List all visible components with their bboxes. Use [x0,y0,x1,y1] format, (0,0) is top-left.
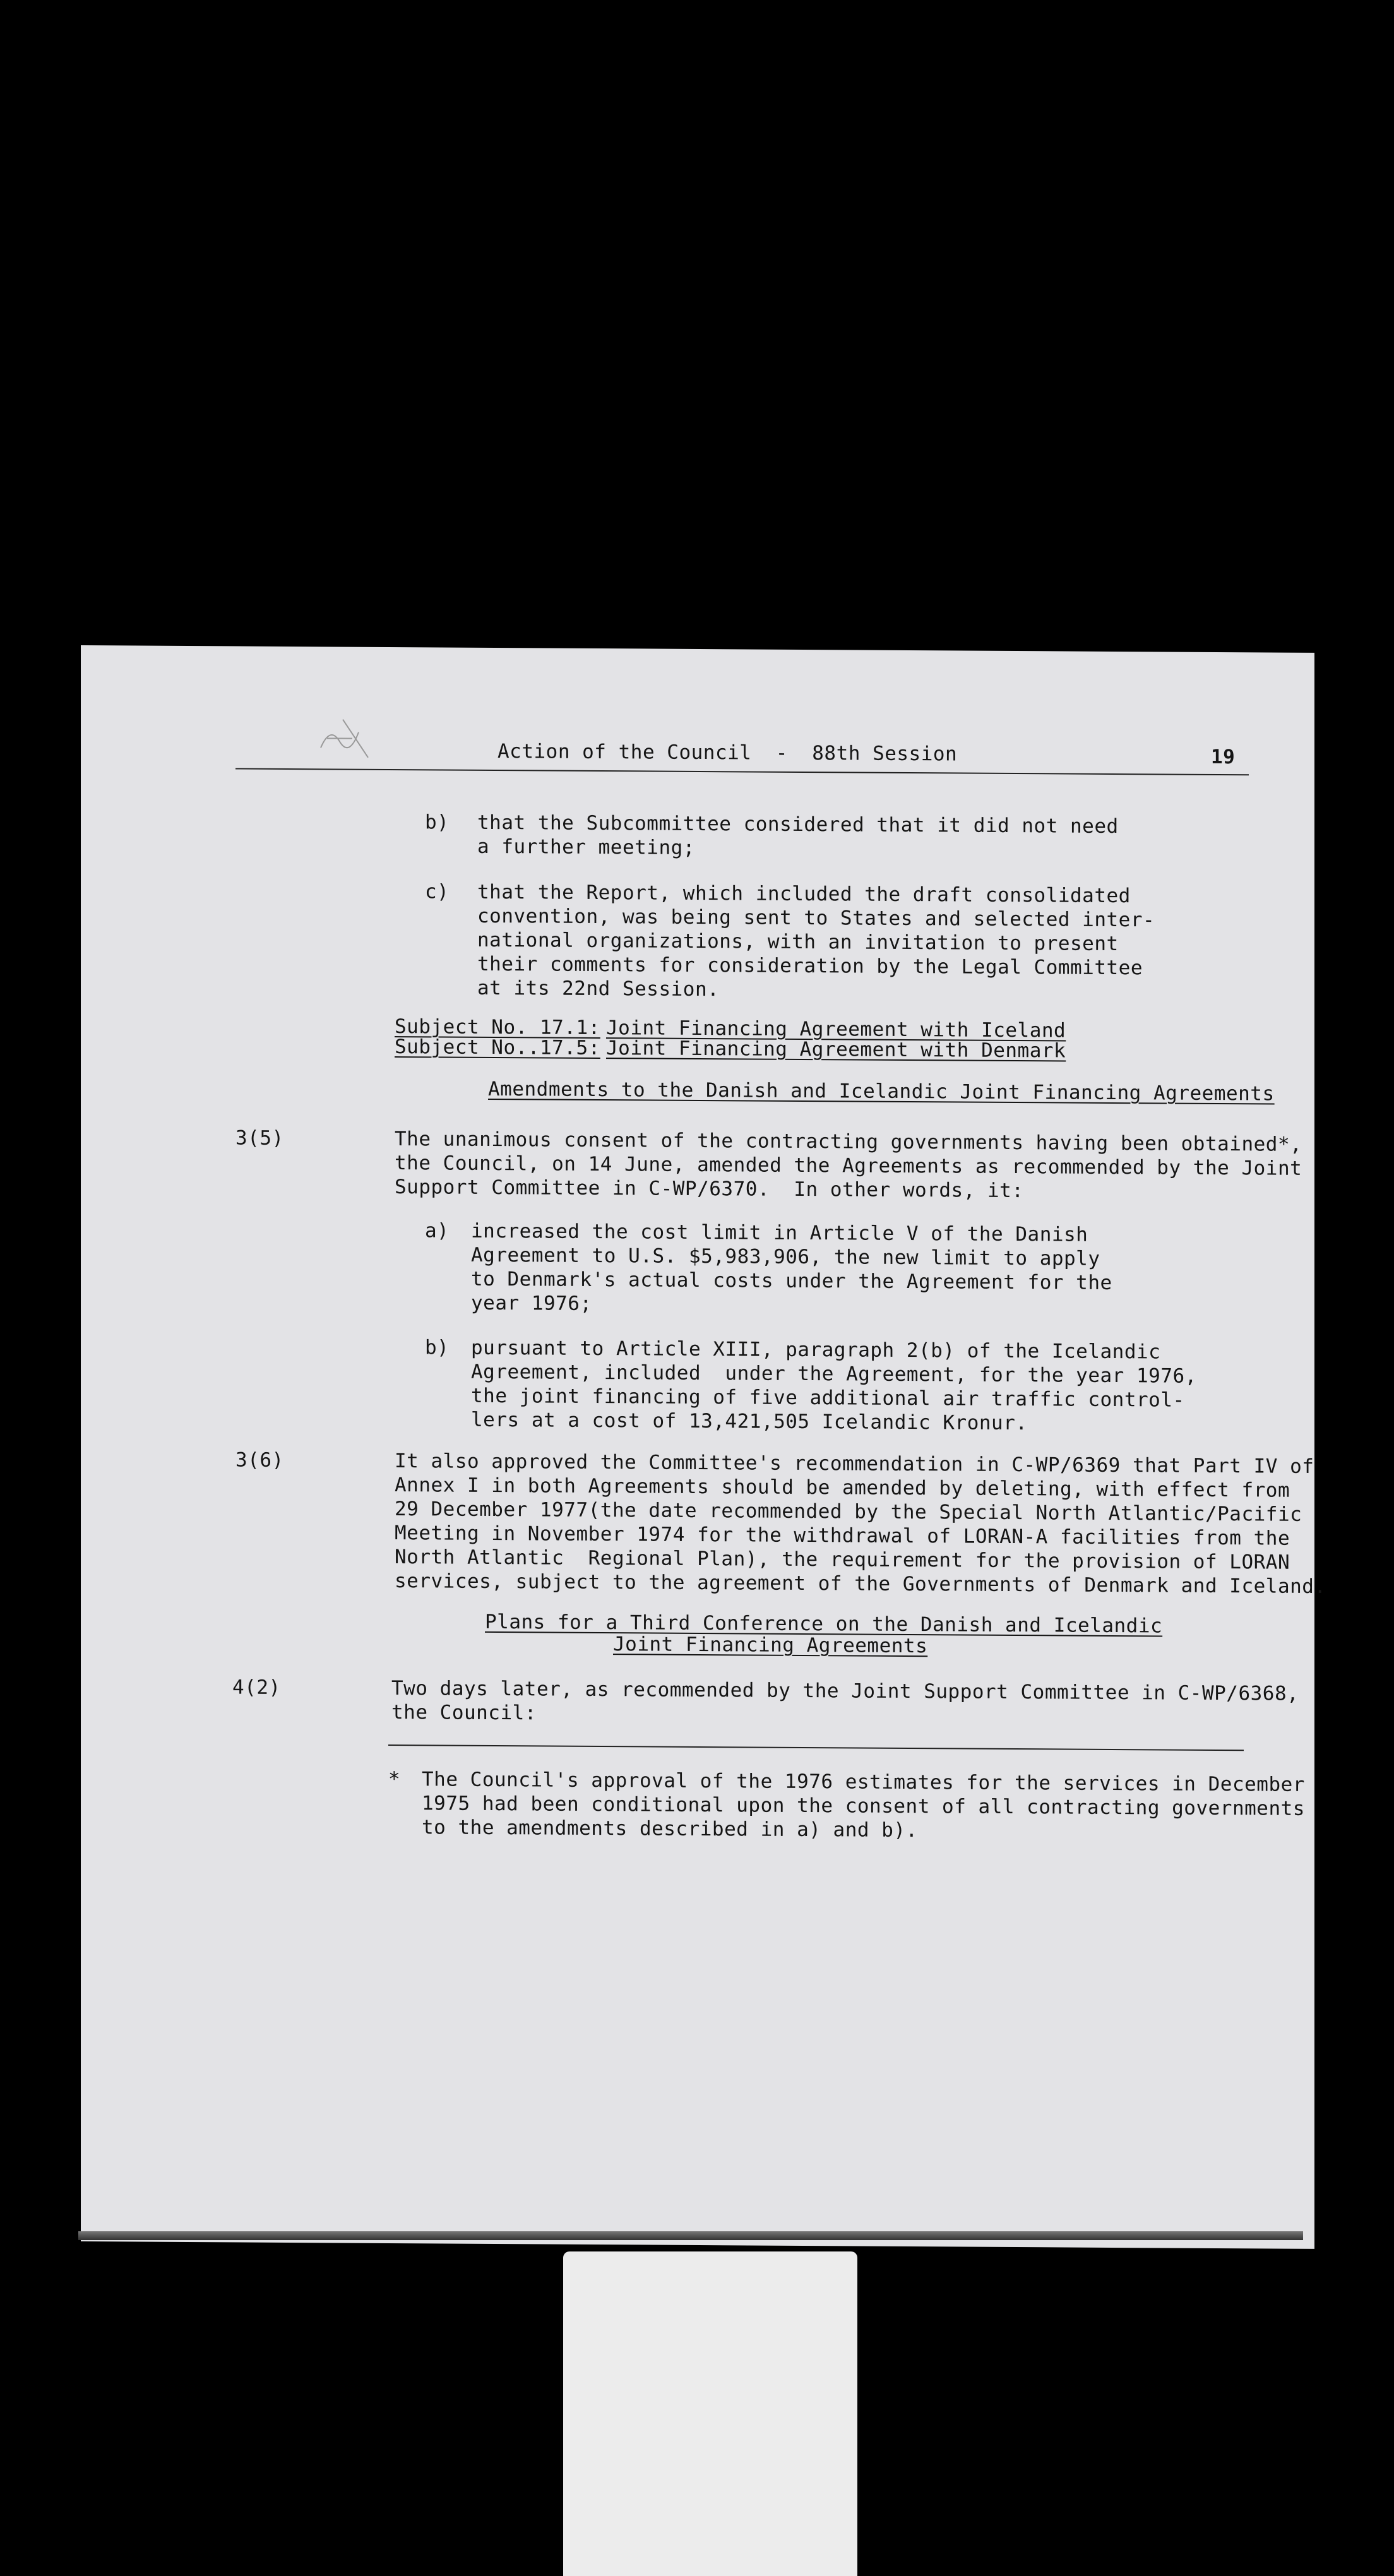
item-label: b) [425,1336,450,1359]
page-edge [78,2231,1303,2240]
item-line: national organizations, with an invitation to present [477,928,1119,956]
running-header: Action of the Council - 88th Session [497,740,958,766]
paragraph-line: Annex I in both Agreements should be amended by deleting, with effect from [395,1474,1290,1502]
paragraph-line: services, subject to the agreement of the Governments of Denmark and Iceland. [395,1570,1326,1599]
item-label: a) [425,1219,450,1243]
paragraph-line: North Atlantic Regional Plan), the requirement for the provision of LORAN [395,1546,1290,1574]
handwritten-mark-icon [308,713,384,764]
section-heading: Plans for a Third Conference on the Danish and Icelandic [485,1610,1163,1638]
paper-slip [563,2251,857,2576]
item-label: c) [425,880,450,903]
paragraph-line: the Council, on 14 June, amended the Agreements as recommended by the Joint [395,1152,1302,1180]
footnote-marker: * [388,1767,401,1791]
page-number: 19 [1211,745,1236,769]
paragraph-line: Two days later, as recommended by the Joint Support Committee in C-WP/6368, [391,1677,1299,1705]
paragraph-ref: 3(5) [235,1126,284,1150]
document-page [81,645,1326,2249]
item-line: that the Report, which included the draft consolidated [477,880,1131,908]
item-line: pursuant to Article XIII, paragraph 2(b) of the Icelandic [471,1336,1161,1364]
paragraph-ref: 3(6) [235,1448,284,1472]
item-line: increased the cost limit in Article V of the Danish [471,1219,1088,1246]
item-line: lers at a cost of 13,421,505 Icelandic Kronur. [471,1408,1028,1435]
subject-title: Joint Financing Agreement with Iceland [606,1017,1066,1042]
item-line: Agreement to U.S. $5,983,906, the new limit to apply [471,1243,1100,1270]
section-heading: Amendments to the Danish and Icelandic Joint Financing Agreements [488,1077,1275,1106]
item-line: a further meeting; [477,835,695,859]
paragraph-line: Support Committee in C-WP/6370. In other words, it: [395,1176,1024,1203]
item-line: at its 22nd Session. [477,976,720,1001]
item-line: to Denmark's actual costs under the Agreement for the [471,1267,1112,1294]
subject-number: Subject No..17.5: [395,1035,600,1060]
paragraph-line: 29 December 1977(the date recommended by the Special North Atlantic/Pacific [395,1498,1302,1526]
item-line: convention, was being sent to States and selected inter- [477,904,1155,932]
paragraph-line: The unanimous consent of the contracting governments having been obtained*, [395,1128,1302,1156]
header-rule [235,768,1249,775]
item-line: year 1976; [471,1291,592,1315]
subject-title: Joint Financing Agreement with Denmark [606,1037,1066,1063]
item-line: Agreement, included under the Agreement, for the year 1976, [471,1360,1197,1388]
footnote-line: to the amendments described in a) and b). [422,1816,918,1842]
paragraph-ref: 4(2) [232,1676,281,1699]
footnote-line: 1975 had been conditional upon the consent of all contracting governments [422,1792,1305,1820]
section-heading: Joint Financing Agreements [613,1633,928,1658]
item-label: b) [425,811,450,834]
paragraph-line: It also approved the Committee's recommendation in C-WP/6369 that Part IV of [395,1450,1314,1478]
paragraph-line: the Council: [391,1701,537,1725]
item-line: the joint financing of five additional air traffic control- [471,1384,1185,1412]
footnote-line: The Council's approval of the 1976 estimates for the services in December [422,1768,1305,1796]
paragraph-line: Meeting in November 1974 for the withdrawal of LORAN-A facilities from the [395,1522,1290,1550]
subject-number: Subject No. 17.1: [395,1015,600,1040]
item-line: that the Subcommittee considered that it did not need [477,811,1119,838]
item-line: their comments for consideration by the Legal Committee [477,952,1143,980]
footnote-rule [388,1744,1244,1751]
